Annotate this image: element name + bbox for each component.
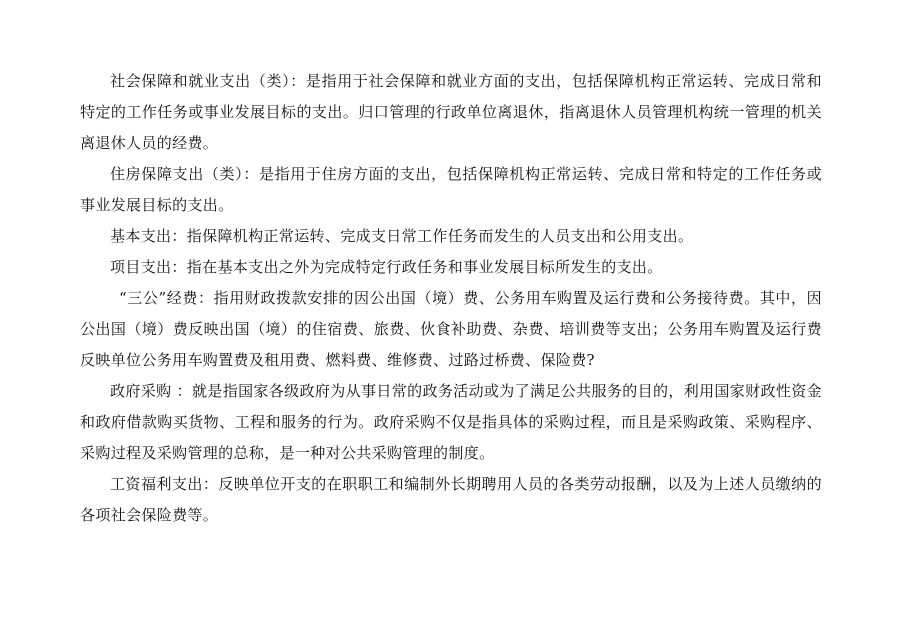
paragraph-three-public-funds: “三公”经费：指用财政拨款安排的因公出国（境）费、公务用车购置及运行费和公务接待费。其中，因公出国（境）费反映出国（境）的住宿费、旅费、伙食补助费、杂费、培训费等支出；公务用车购置及运行费反映单位公务用车购置费及租用费、燃料费、维修费、过路过桥费、保险费? <box>80 289 822 369</box>
document-body <box>80 66 822 531</box>
paragraph-wages-welfare: 工资福利支出：反映单位开支的在职职工和编制外长期聘用人员的各类劳动报酬，以及为上述人员缴纳的各项社会保险费等。 <box>80 475 822 524</box>
paragraph-project-expenditure: 项目支出：指在基本支出之外为完成特定行政任务和事业发展目标所发生的支出。 <box>110 258 663 276</box>
paragraph-housing-security: 住房保障支出（类）：是指用于住房方面的支出，包括保障机构正常运转、完成日常和特定的工作任务或事业发展目标的支出。 <box>80 165 822 214</box>
paragraph-government-procurement: 政府采购 ：就是指国家各级政府为从事日常的政务活动或为了满足公共服务的目的，利用国家财政性资金和政府借款购买货物、工程和服务的行为。政府采购不仅是指具体的采购过程，而且是采购政策、采购程序、采购过程及采购管理的总称，是一种对公共采购管理的制度。 <box>80 382 822 462</box>
paragraph-basic-expenditure: 基本支出：指保障机构正常运转、完成支日常工作任务而发生的人员支出和公用支出。 <box>110 227 694 245</box>
paragraph-social-security: 社会保障和就业支出（类）：是指用于社会保障和就业方面的支出，包括保障机构正常运转、完成日常和特定的工作任务或事业发展目标的支出。归口管理的行政单位离退休，指离退休人员管理机构统一管理的机关离退休人员的经费。 <box>80 72 822 152</box>
